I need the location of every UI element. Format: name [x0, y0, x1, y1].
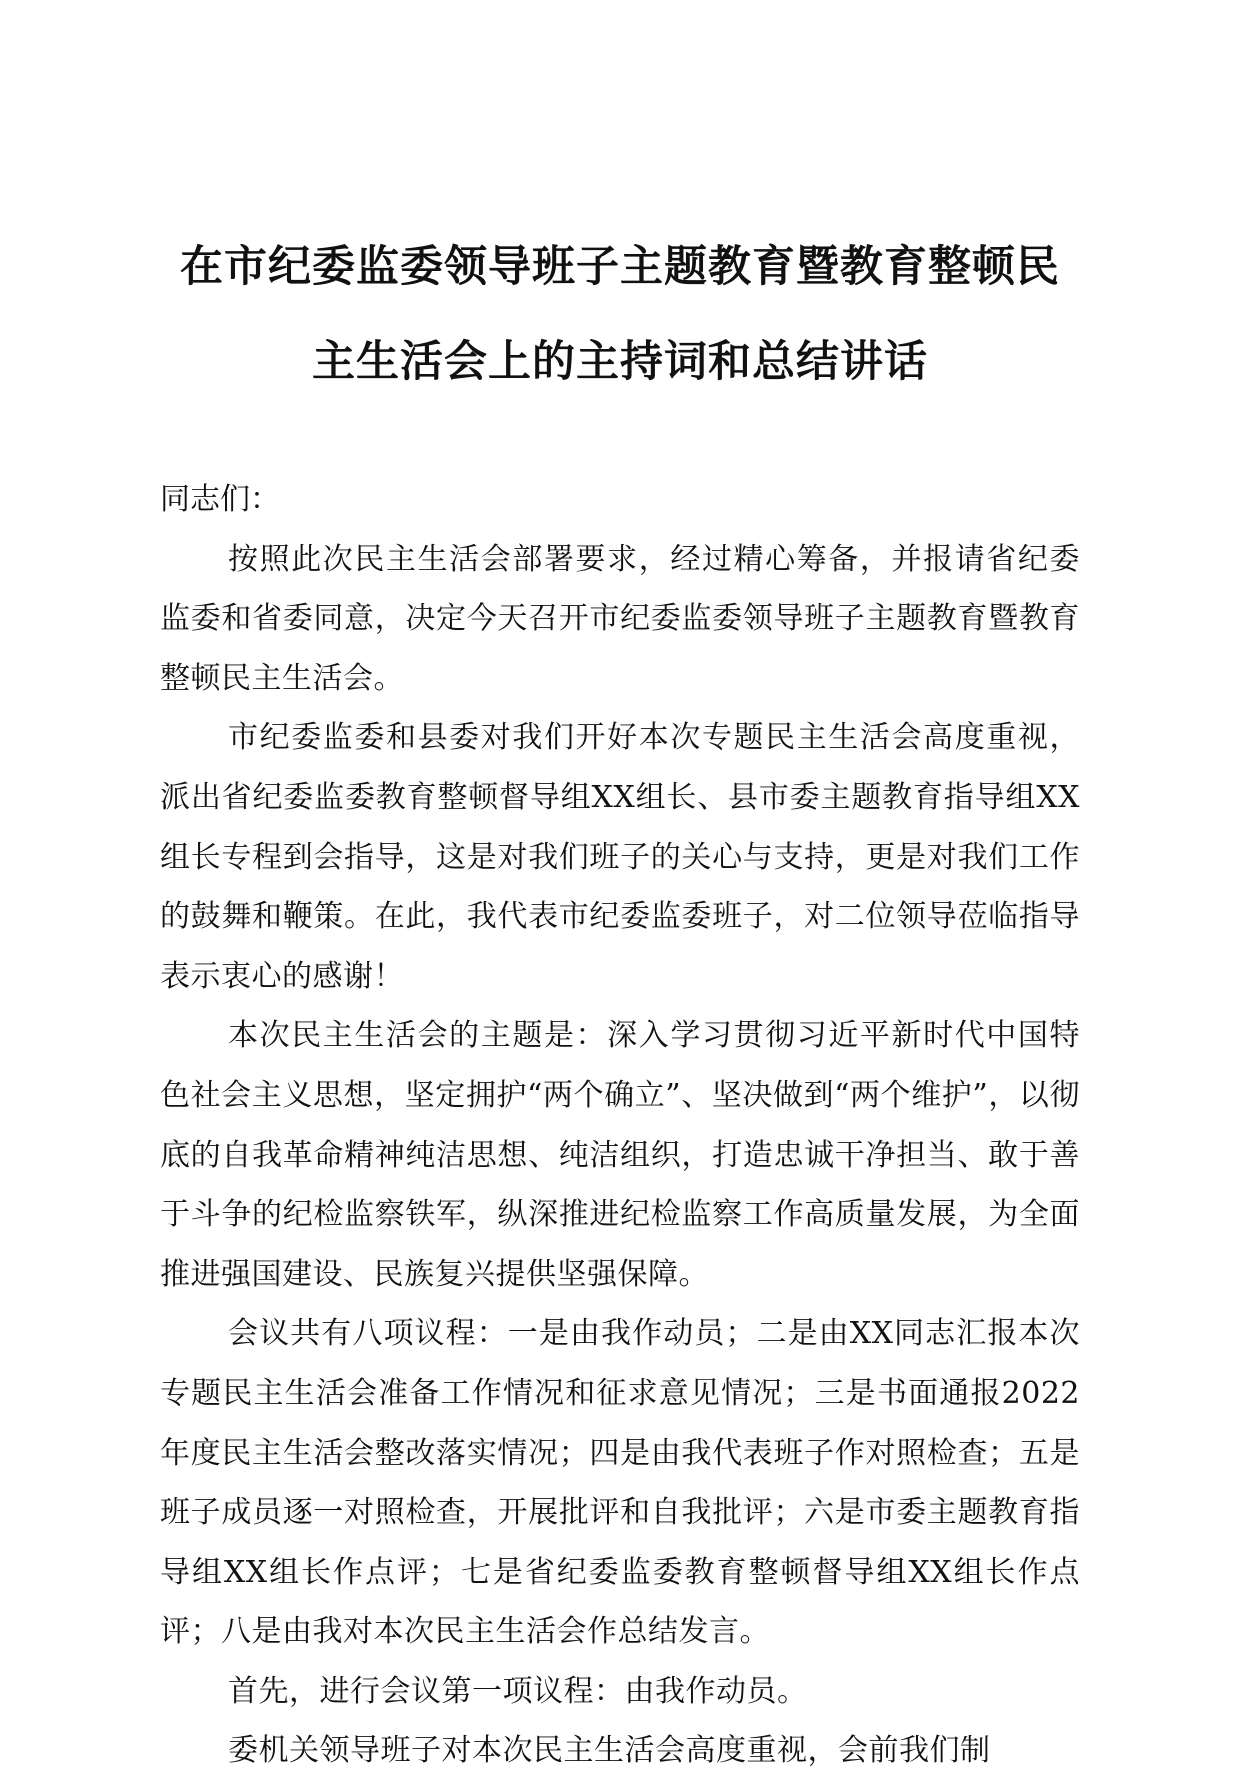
paragraph-3: 本次民主生活会的主题是：深入学习贯彻习近平新时代中国特色社会主义思想，坚定拥护“两个确立”、坚决做到“两个维护”，以彻底的自我革命精神纯洁思想、纯洁组织，打造忠诚干净担当、敢于善于斗争的纪检监察铁军，纵深推进纪检监察工作高质量发展，为全面推进强国建设、民族复兴提供坚强保障。 [160, 1018, 1080, 1292]
paragraph-5: 首先，进行会议第一项议程：由我作动员。 [228, 1673, 808, 1709]
salutation: 同志们： [160, 482, 280, 517]
paragraph-2: 市纪委监委和县委对我们开好本次专题民主生活会高度重视，派出省纪委监委教育整顿督导组XX组长、县市委主题教育指导组XX组长专程到会指导，这是对我们班子的关心与支持，更是对我们工作的鼓舞和鞭策。在此，我代表市纪委监委班子，对二位领导莅临指导表示衷心的感谢！ [160, 720, 1080, 994]
title-line-1: 在市纪委监委领导班子主题教育暨教育整顿民 [180, 242, 1060, 292]
document-body [160, 470, 1080, 1781]
document-title [120, 220, 1120, 410]
paragraph-4: 会议共有八项议程：一是由我作动员；二是由XX同志汇报本次专题民主生活会准备工作情况和征求意见情况；三是书面通报2022年度民主生活会整改落实情况；四是由我代表班子作对照检查；五是班子成员逐一对照检查，开展批评和自我批评；六是市委主题教育指导组XX组长作点评；七是省纪委监委教育整顿督导组XX组长作点评；八是由我对本次民主生活会作总结发言。 [160, 1316, 1080, 1650]
paragraph-6: 委机关领导班子对本次民主生活会高度重视，会前我们制 [228, 1733, 991, 1769]
paragraph-1: 按照此次民主生活会部署要求，经过精心筹备，并报请省纪委监委和省委同意，决定今天召开市纪委监委领导班子主题教育暨教育整顿民主生活会。 [160, 541, 1080, 696]
title-line-2: 主生活会上的主持词和总结讲话 [312, 337, 928, 387]
